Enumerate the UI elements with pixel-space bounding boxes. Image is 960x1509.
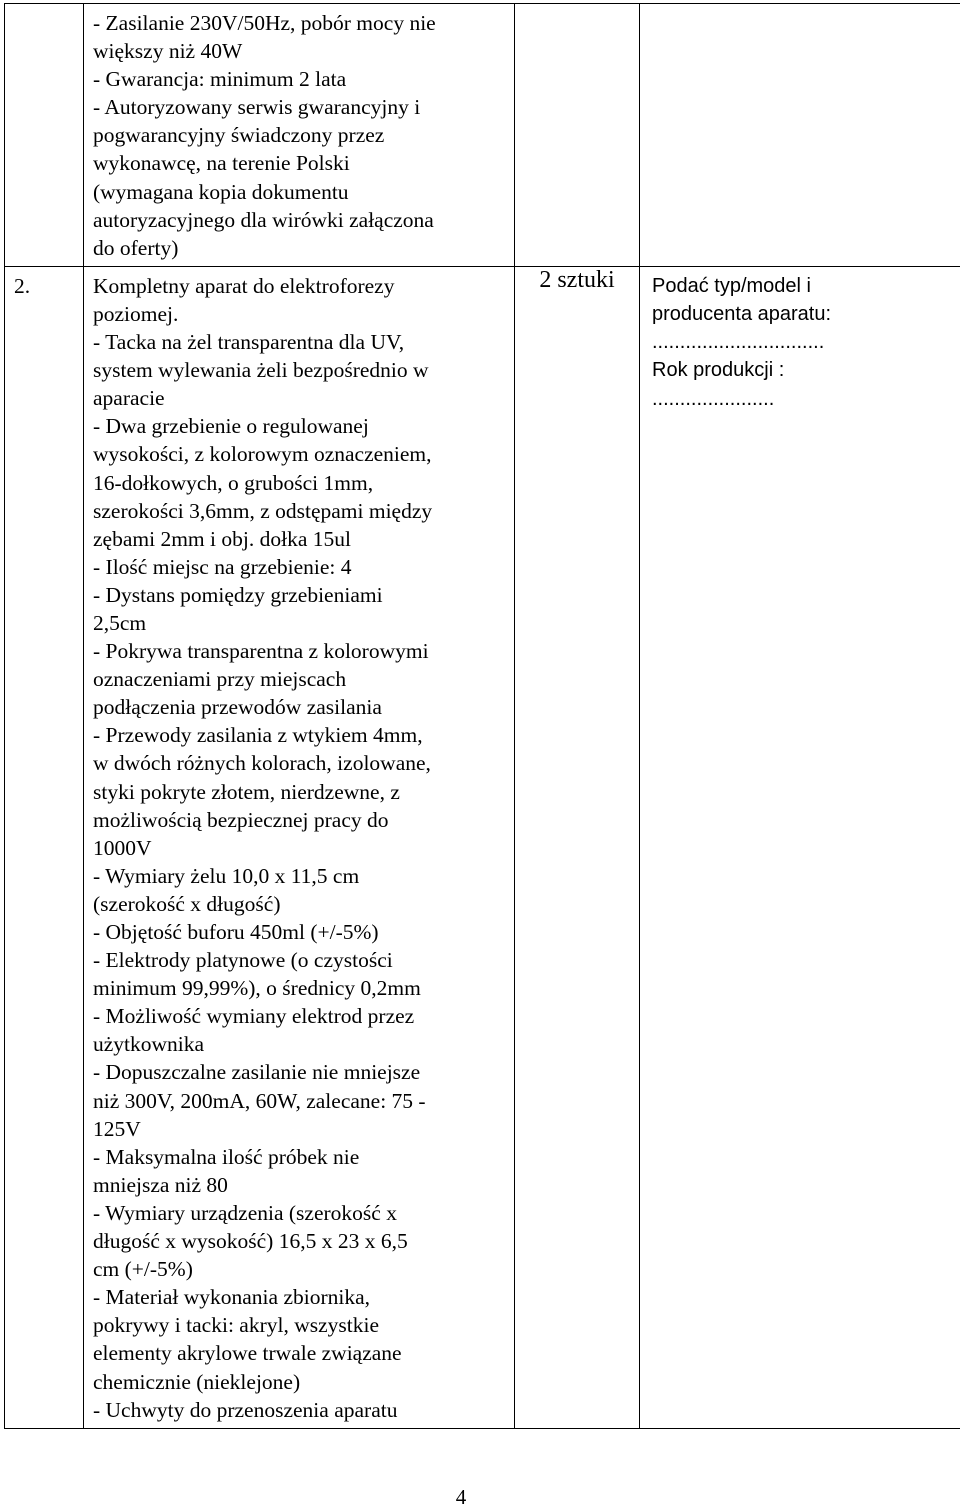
text-line: mniejsza niż 80 <box>93 1171 508 1199</box>
text-line: - Dystans pomiędzy grzebieniami <box>93 581 508 609</box>
offer-cell <box>640 266 960 1428</box>
text-line: pokrywy i tacki: akryl, wszystkie <box>93 1311 508 1339</box>
text-line: Rok produkcji : <box>652 356 954 384</box>
text-line: (szerokość x długość) <box>93 890 508 918</box>
text-line: elementy akrylowe trwale związane <box>93 1339 508 1367</box>
page-number: 4 <box>0 1485 922 1509</box>
specification-table <box>4 3 960 1429</box>
description-cell <box>84 266 515 1428</box>
quantity-value: 2 sztuki <box>539 267 614 294</box>
text-line: - Pokrywa transparentna z kolorowymi <box>93 637 508 665</box>
text-line: 2,5cm <box>93 609 508 637</box>
text-line: producenta aparatu: <box>652 300 954 328</box>
description-text <box>84 4 514 266</box>
text-line: - Materiał wykonania zbiornika, <box>93 1283 508 1311</box>
text-line: Kompletny aparat do elektroforezy <box>93 272 508 300</box>
text-line: - Przewody zasilania z wtykiem 4mm, <box>93 721 508 749</box>
text-line: ............................... <box>652 328 954 356</box>
text-line: - Zasilanie 230V/50Hz, pobór mocy nie <box>93 9 508 37</box>
description-cell <box>84 4 515 267</box>
row-number <box>5 4 83 9</box>
text-line: - Elektrody platynowe (o czystości <box>93 946 508 974</box>
text-line: 16-dołkowych, o grubości 1mm, <box>93 469 508 497</box>
text-line: 1000V <box>93 834 508 862</box>
text-line: możliwością bezpiecznej pracy do <box>93 806 508 834</box>
text-line: - Gwarancja: minimum 2 lata <box>93 65 508 93</box>
text-line: Podać typ/model i <box>652 272 954 300</box>
text-line: większy niż 40W <box>93 37 508 65</box>
text-line: pogwarancyjny świadczony przez <box>93 121 508 149</box>
text-line: niż 300V, 200mA, 60W, zalecane: 75 - <box>93 1087 508 1115</box>
text-line: - Wymiary żelu 10,0 x 11,5 cm <box>93 862 508 890</box>
table-row <box>5 4 960 267</box>
text-line: system wylewania żeli bezpośrednio w <box>93 356 508 384</box>
text-line: minimum 99,99%), o średnicy 0,2mm <box>93 974 508 1002</box>
text-line: do oferty) <box>93 234 508 262</box>
text-line: - Maksymalna ilość próbek nie <box>93 1143 508 1171</box>
quantity-cell <box>515 4 640 267</box>
quantity-cell <box>515 266 640 1428</box>
text-line: użytkownika <box>93 1030 508 1058</box>
text-line: w dwóch różnych kolorach, izolowane, <box>93 749 508 777</box>
text-line: - Tacka na żel transparentna dla UV, <box>93 328 508 356</box>
text-line: styki pokryte złotem, nierdzewne, z <box>93 778 508 806</box>
text-line: 125V <box>93 1115 508 1143</box>
text-line: ...................... <box>652 385 954 413</box>
text-line: chemicznie (nieklejone) <box>93 1368 508 1396</box>
text-line: - Dwa grzebienie o regulowanej <box>93 412 508 440</box>
description-text <box>84 267 514 1428</box>
offer-text <box>640 267 960 413</box>
text-line: wykonawcę, na terenie Polski <box>93 149 508 177</box>
offer-cell <box>640 4 960 267</box>
text-line: (wymagana kopia dokumentu <box>93 178 508 206</box>
offer-text <box>640 4 960 9</box>
text-line: - Ilość miejsc na grzebienie: 4 <box>93 553 508 581</box>
row-number-cell <box>5 266 84 1428</box>
text-line: aparacie <box>93 384 508 412</box>
text-line: oznaczeniami przy miejscach <box>93 665 508 693</box>
text-line: - Wymiary urządzenia (szerokość x <box>93 1199 508 1227</box>
text-line: - Autoryzowany serwis gwarancyjny i <box>93 93 508 121</box>
text-line: cm (+/-5%) <box>93 1255 508 1283</box>
text-line: długość x wysokość) 16,5 x 23 x 6,5 <box>93 1227 508 1255</box>
text-line: poziomej. <box>93 300 508 328</box>
text-line: autoryzacyjnego dla wirówki załączona <box>93 206 508 234</box>
text-line: wysokości, z kolorowym oznaczeniem, <box>93 440 508 468</box>
row-number-cell <box>5 4 84 267</box>
table-row <box>5 266 960 1428</box>
text-line: - Dopuszczalne zasilanie nie mniejsze <box>93 1058 508 1086</box>
text-line: - Objętość buforu 450ml (+/-5%) <box>93 918 508 946</box>
text-line: podłączenia przewodów zasilania <box>93 693 508 721</box>
text-line: zębami 2mm i obj. dołka 15ul <box>93 525 508 553</box>
text-line: szerokości 3,6mm, z odstępami między <box>93 497 508 525</box>
text-line: - Możliwość wymiany elektrod przez <box>93 1002 508 1030</box>
text-line: - Uchwyty do przenoszenia aparatu <box>93 1396 508 1424</box>
row-number: 2. <box>5 267 83 300</box>
